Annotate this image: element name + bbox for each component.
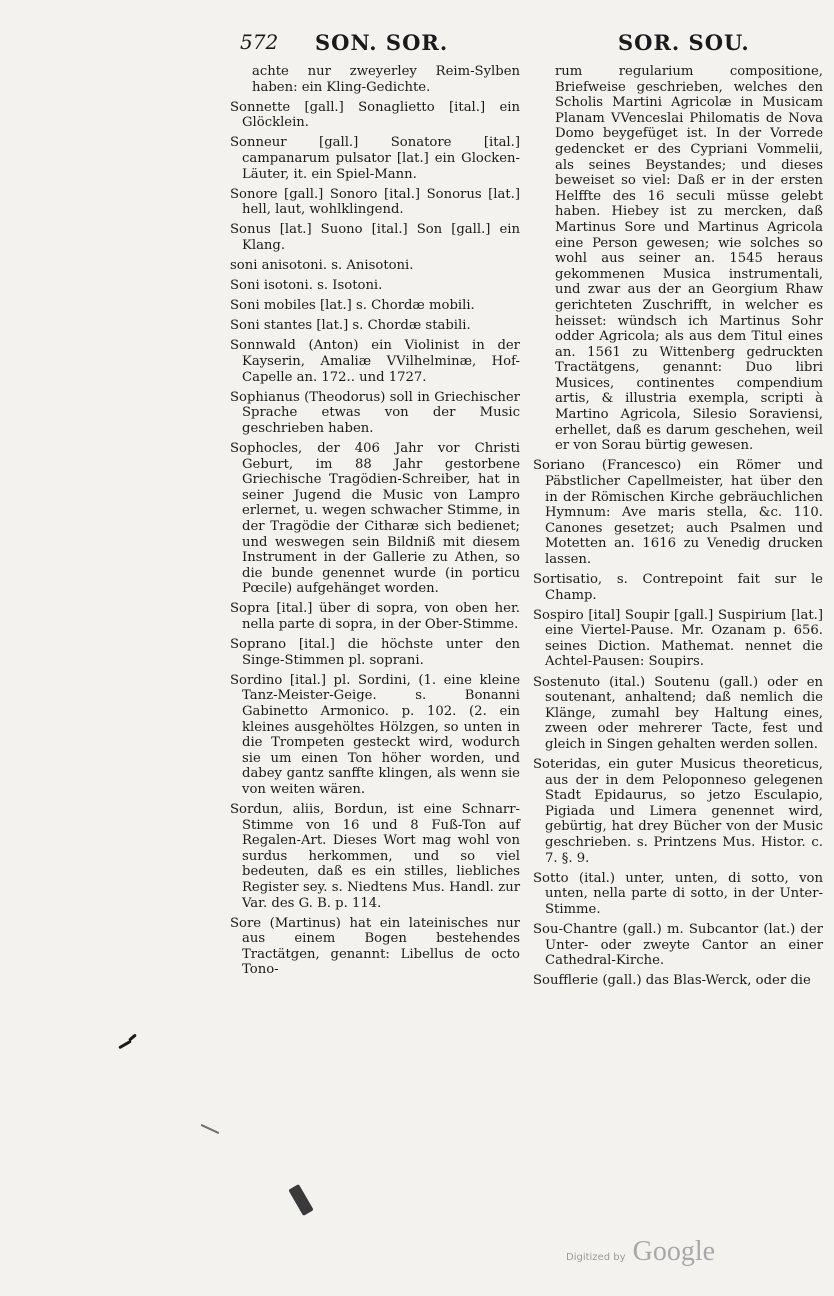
dictionary-entry: Sophocles, der 406 Jahr vor Christi Geburt, im 88 Jahr gestorbene Griechische Tragödien-Schreiber, hat in seiner Jugend die Music von Lampro erlernet, u. wegen schwacher Stimme, in der Tragödie der Citharæ sich bedienet; und weswegen sein Bildniß mit diesem Instrument in der Gallerie zu Athen, so die bunde genennet wurde (in porticu Pœcile) aufgehänget worden. xyxy=(230,440,520,597)
dictionary-entry: Sore (Martinus) hat ein lateinisches nur aus einem Bogen bestehendes Tractätgen, genannt: Libellus de octo Tono- xyxy=(230,915,520,978)
dictionary-entry: Sospiro [ital] Soupir [gall.] Suspirium [lat.] eine Viertel-Pause. Mr. Ozanam p. 656. seines Diction. Mathemat. nennet die Achtel-Pausen: Soupirs. xyxy=(533,607,823,670)
page-header xyxy=(0,30,834,64)
dictionary-entry: Soni isotoni. s. Isotoni. xyxy=(230,278,383,294)
dictionary-entry: Sonnwald (Anton) ein Violinist in der Kayserin, Amaliæ VVilhelminæ, Hof-Capelle an. 172.. und 1727. xyxy=(230,338,520,385)
dictionary-entry: Soni stantes [lat.] s. Chordæ stabili. xyxy=(230,318,471,334)
dictionary-entry: achte nur zweyerley Reim-Sylben haben: ein Kling-Gedichte. xyxy=(252,64,520,95)
dictionary-entry: Sopra [ital.] über di sopra, von oben her. nella parte di sopra, in der Ober-Stimme. xyxy=(230,601,520,632)
dictionary-entry: Sordun, aliis, Bordun, ist eine Schnarr-Stimme von 16 und 8 Fuß-Ton auf Regalen-Art. Dieses Wort mag wohl von surdus herkommen, und so viel bedeuten, daß es ein stilles, liebliches Register sey. s. Niedtens Mus. Handl. zur Var. des G. B. p. 114. xyxy=(230,802,520,911)
digitized-label: Digitized by xyxy=(566,1252,626,1263)
dictionary-entry: Soteridas, ein guter Musicus theoreticus, aus der in dem Peloponneso gelegenen Stadt Epidaurus, so jetzo Esculapio, Pigiada und Limera genennet wird, gebürtig, hat drey Bücher von der Music geschrieben. s. Printzens Mus. Histor. c. 7. §. 9. xyxy=(533,757,823,866)
dictionary-entry: Sou-Chantre (gall.) m. Subcantor (lat.) der Unter- oder zweyte Cantor an einer Cathedral-Kirche. xyxy=(533,921,823,969)
dictionary-entry: rum regularium compositione, Briefweise geschrieben, welches den Scholis Martini Agricolæ in Musicam Planam VVenceslai Philomatis de Nova Domo beygefüget ist. In der Vorrede gedencket er des Cypriani Vommelii, als seines Beystandes; und dieses beweiset so viel: Daß er in der ersten Helffte des 16 seculi müsse gelebt haben. Hiebey ist zu mercken, daß Martinus Sore und Martinus Agricola eine Person gewesen; wie solches so wohl aus seiner an. 1545 heraus gekommenen Musica instrumentali, und zwar aus der an Georgium Rhaw gerichteten Zuschrifft, in welcher es heisset: wündsch ich Martinus Sohr odder Agricola; als aus dem Titul eines an. 1561 zu Wittenberg gedruckten Tractätgens, genannt: Duo libri Musices, continentes compendium artis, & illustria exempla, scripti à Martino Agricola, Silesio Soraviensi, erhellet, daß es darum geschehen, weil er von Sorau bürtig gewesen. xyxy=(555,64,823,454)
dictionary-entry: Sonneur [gall.] Sonatore [ital.] campanarum pulsator [lat.] ein Glocken-Läuter, it. ein Spiel-Mann. xyxy=(230,135,520,182)
dictionary-entry: Sonore [gall.] Sonoro [ital.] Sonorus [lat.] hell, laut, wohlklingend. xyxy=(230,186,520,218)
left-column xyxy=(230,64,520,983)
dictionary-entry: Sonnette [gall.] Sonaglietto [ital.] ein Glöcklein. xyxy=(230,99,520,131)
dictionary-entry: Sortisatio, s. Contrepoint fait sur le Champ. xyxy=(533,572,823,603)
dictionary-entry: soni anisotoni. s. Anisotoni. xyxy=(230,258,414,274)
ink-mark xyxy=(201,1124,220,1134)
dictionary-entry: Soriano (Francesco) ein Römer und Päbstlicher Capellmeister, hat über den in der Römischen Kirche gebräuchlichen Hymnum: Ave maris stella, &c. 110. Canones gesetzet; auch Psalmen und Motetten an. 1616 zu Venedig drucken lassen. xyxy=(533,458,823,567)
dictionary-entry: Soni mobiles [lat.] s. Chordæ mobili. xyxy=(230,298,475,314)
ink-mark xyxy=(128,1033,137,1041)
right-column xyxy=(533,64,823,993)
google-logo: Google xyxy=(632,1236,716,1267)
page-number: 572 xyxy=(240,30,279,54)
running-head-right: SOR. SOU. xyxy=(618,30,750,55)
dictionary-entry: Sonus [lat.] Suono [ital.] Son [gall.] ein Klang. xyxy=(230,222,520,253)
dictionary-entry: Soprano [ital.] die höchste unter den Singe-Stimmen pl. soprani. xyxy=(230,637,520,668)
dictionary-entry: Sostenuto (ital.) Soutenu (gall.) oder en soutenant, anhaltend; daß nemlich die Klänge, zumahl bey Haltung eines, zween oder mehrerer Tacte, fest und gleich in Singen gehalten werden sollen. xyxy=(533,674,823,752)
dictionary-entry: Sotto (ital.) unter, unten, di sotto, von unten, nella parte di sotto, in der Unter-Stimme. xyxy=(533,870,823,917)
dictionary-entry: Sophianus (Theodorus) soll in Griechischer Sprache etwas von der Music geschrieben haben. xyxy=(230,389,520,436)
running-head-left: SON. SOR. xyxy=(315,30,449,55)
dictionary-entry: Sordino [ital.] pl. Sordini, (1. eine kleine Tanz-Meister-Geige. s. Bonanni Gabinetto Armonico. p. 102. (2. ein kleines ausgehöltes Hölzgen, so unten in die Trompeten gesteckt wird, wodurch sie um einen Ton höher worden, und dabey gantz sanffte klingen, als wenn sie von weiten wären. xyxy=(230,672,520,797)
dictionary-entry: Soufflerie (gall.) das Blas-Werck, oder die xyxy=(533,973,811,989)
digitized-watermark xyxy=(566,1236,715,1268)
ink-mark xyxy=(288,1184,313,1216)
